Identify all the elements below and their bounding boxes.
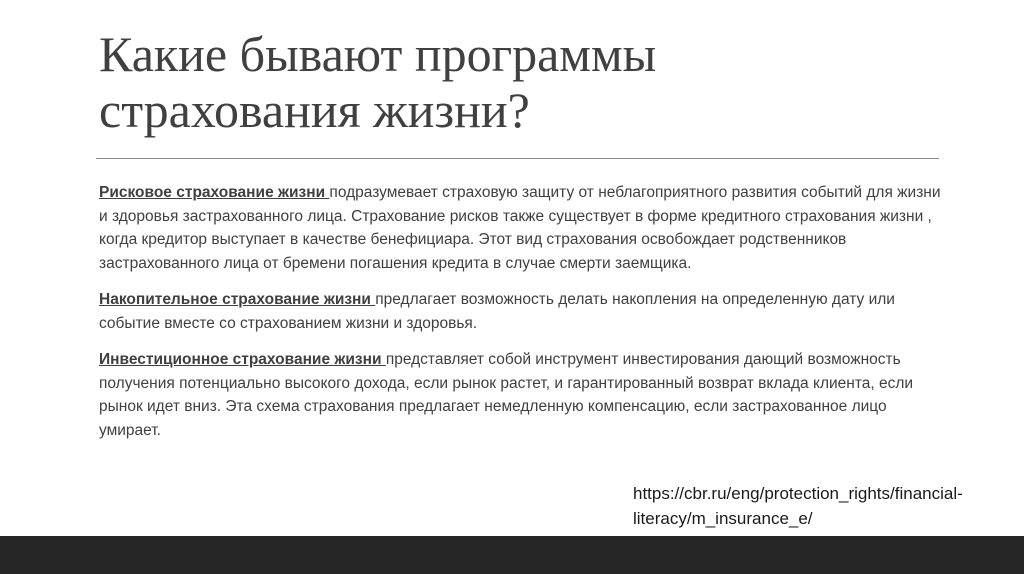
footer-bar	[0, 536, 1024, 574]
slide-body	[99, 181, 944, 455]
title-divider	[96, 158, 939, 159]
paragraph-savings-insurance	[99, 288, 944, 335]
paragraph-risk-insurance	[99, 181, 944, 275]
description-risk-insurance: подразумевает страховую защиту от неблагоприятного развития событий для жизни и здоровья застрахованного лица. Страхование рисков также существует в форме кредитного страхования жизни , когда кредитор выступает в качестве бенефициара. Этот вид страхования освобождает родственников застрахованного лица от бремени погашения кредита в случае смерти заемщика.	[99, 184, 941, 272]
source-link[interactable]: https://cbr.ru/eng/protection_rights/financial-literacy/m_insurance_e/	[633, 484, 963, 528]
description-savings-insurance: предлагает возможность делать накопления на определенную дату или событие вместе со страхованием жизни и здоровья.	[99, 291, 895, 332]
term-risk-insurance: Рисковое страхование жизни	[99, 184, 330, 201]
term-savings-insurance: Накопительное страхование жизни	[99, 291, 376, 308]
paragraph-investment-insurance	[99, 348, 944, 442]
title-line-1: Какие бывают программы	[99, 26, 657, 82]
slide-title	[99, 26, 939, 138]
title-line-2: страхования жизни?	[99, 82, 530, 138]
term-investment-insurance: Инвестиционное страхование жизни	[99, 351, 386, 368]
description-investment-insurance: представляет собой инструмент инвестирования дающий возможность получения потенциально высокого дохода, если рынок растет, и гарантированный возврат вклада клиента, если рынок идет вниз. Эта схема страхования предлагает немедленную компенсацию, если застрахованное лицо умирает.	[99, 351, 914, 439]
